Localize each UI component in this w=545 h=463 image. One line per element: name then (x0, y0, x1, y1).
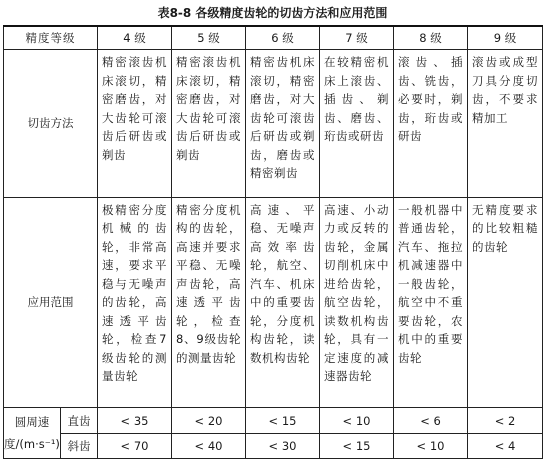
header-precision-grade: 精度等级 (4, 26, 98, 50)
straight-speed-grade-8: < 6 (394, 408, 468, 433)
helical-speed-grade-5: < 40 (172, 433, 246, 458)
table-row (4, 197, 543, 408)
cutting-cell-grade-6: 精密齿机床滚切，精密磨齿，对大齿轮可滚齿后研齿或剃齿，磨齿或精密剃齿 (246, 50, 320, 198)
straight-speed-grade-6: < 15 (246, 408, 320, 433)
cutting-cell-grade-8: 滚齿、插齿、铣齿，必要时，剃齿，珩齿或研齿 (394, 50, 468, 198)
row-label-straight-teeth: 直齿 (61, 408, 98, 433)
header-grade-7: 7 级 (320, 26, 394, 50)
cutting-cell-grade-5: 精密滚齿机床滚切，精密磨齿，对大齿轮可滚齿后研齿或剃齿 (172, 50, 246, 198)
table-row (4, 50, 543, 198)
header-grade-5: 5 级 (172, 26, 246, 50)
helical-speed-grade-6: < 30 (246, 433, 320, 458)
helical-speed-grade-8: < 10 (394, 433, 468, 458)
cutting-cell-grade-9: 滚齿或成型刀具分度切齿，不要求精加工 (468, 50, 543, 198)
table-row (4, 408, 543, 433)
application-cell-grade-9: 无精度要求的比较粗糙的齿轮 (468, 197, 543, 408)
helical-speed-grade-9: < 4 (468, 433, 543, 458)
header-grade-9: 9 级 (468, 26, 543, 50)
application-cell-grade-6: 高速、平稳、无噪声高效率齿轮，航空、汽车、机床中的重要齿轮，分度机构齿轮，读数机构齿轮 (246, 197, 320, 408)
straight-speed-grade-4: < 35 (98, 408, 172, 433)
header-grade-6: 6 级 (246, 26, 320, 50)
table-caption: 表8-8 各级精度齿轮的切齿方法和应用范围 (157, 6, 388, 20)
helical-speed-grade-7: < 15 (320, 433, 394, 458)
application-cell-grade-7: 高速、小动力或反转的齿轮，金属切削机床中进给齿轮，航空齿轮，读数机构齿轮，具有一定速度的减速器齿轮 (320, 197, 394, 408)
straight-speed-grade-5: < 20 (172, 408, 246, 433)
row-label-helical-teeth: 斜齿 (61, 433, 98, 458)
cutting-cell-grade-4: 精密滚齿机床滚切，精密磨齿，对大齿轮可滚齿后研齿或剃齿 (98, 50, 172, 198)
header-grade-8: 8 级 (394, 26, 468, 50)
straight-speed-grade-7: < 10 (320, 408, 394, 433)
header-grade-4: 4 级 (98, 26, 172, 50)
row-label-peripheral-speed: 圆周速度/(m·s⁻¹) (4, 408, 61, 459)
table-row (4, 433, 543, 458)
application-cell-grade-4: 极精密分度机械的齿轮，非常高速，要求平稳与无噪声的齿轮，高速透平齿轮，检查7级齿轮的测量齿轮 (98, 197, 172, 408)
cutting-cell-grade-7: 在较精密机床上滚齿、插齿、剃齿、磨齿、珩齿或研齿 (320, 50, 394, 198)
row-label-application: 应用范围 (4, 197, 98, 408)
gear-precision-table (3, 25, 543, 459)
straight-speed-grade-9: < 2 (468, 408, 543, 433)
header-row (4, 26, 543, 50)
helical-speed-grade-4: < 70 (98, 433, 172, 458)
application-cell-grade-8: 一般机器中普通齿轮，汽车、拖拉机减速器中一般齿轮，航空中不重要齿轮，农机中的重要齿轮 (394, 197, 468, 408)
row-label-cutting-method: 切齿方法 (4, 50, 98, 198)
application-cell-grade-5: 精密分度机构的齿轮，高速并要求平稳、无噪声齿轮，高速透平齿轮，检查8、9级齿轮的测量齿轮 (172, 197, 246, 408)
